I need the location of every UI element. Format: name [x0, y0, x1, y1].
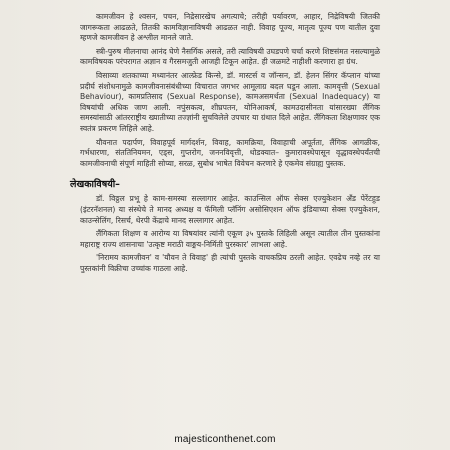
- blurb-paragraph-1: कामजीवन हे श्वसन, पचन, निद्रेसारखेच अगत्याचे; तरीही पर्यावरण, आहार, निद्रेविषयी जितकी जागरूकता आढळते, तितकी कामविज्ञानाविषयी आढळत नाही. विवाह पूज्य, मातृत्व पूज्य पण यातील दुवा म्हणजे कामजीवन हे अश्लील मानले जाते.: [80, 12, 380, 43]
- blurb-paragraph-2: स्त्री-पुरुष मीलनाचा आनंद घेणे नैसर्गिक असले, तरी त्याविषयी उघडपणे चर्चा करणे शिष्टसंमत नसल्यामुळे कामविषयक परंपरागत अज्ञान व गैरसमजुती आजही टिकून आहेत. ही जळमटे नाहीशी करणारा हा ग्रंथ.: [80, 46, 380, 67]
- author-paragraph-1: डॉ. विठ्ठल प्रभू हे काम-समस्या सल्लागार आहेत. काउन्सिल ऑफ सेक्स एज्युकेशन अँड पेरेंटहुड (इंटरनॅशनल) या संस्थेचे ते मानद अध्यक्ष व फॅमिली प्लॅनिंग असोसिएशन ऑफ इंडियाच्या सेक्स एज्युकेशन, काउन्सेलिंग, रिसर्च, थेरपी केंद्राचे मानद सल्लागार आहेत.: [80, 194, 380, 225]
- blurb-paragraph-3: विसाव्या शतकाच्या मध्यानंतर आल्फ्रेड किन्से, डॉ. मास्टर्स व जॉन्सन, डॉ. हेलन सिंगर कॅप्लान यांच्या प्रदीर्घ संशोधनामुळे कामजीवनासंबंधीच्या विचारात जगभर आमूलाग्र बदल घडून आला. कामवृत्ती (Sexual Behaviour), कामप्रतिसाद (Sexual Response), कामअसमर्थता (Sexual Inadequacy) या विषयांची अधिक जाण आली. नपुंसकत्व, शीघ्रपतन, योनिआकर्ष, कामउदासीनता यांसारख्या लैंगिक समस्यांसाठी आंतरराष्ट्रीय ख्यातीच्या तज्ज्ञांनी सुचविलेले उपचार या ग्रंथात दिले आहेत. लैंगिकता शिक्षणावर एक स्वतंत्र प्रकरण लिहिले आहे.: [80, 70, 380, 133]
- author-paragraph-2: लैंगिकता शिक्षण व आरोग्य या विषयांवर त्यांनी एकूण ३५ पुस्तके लिहिली असून त्यातील तीन पुस्तकांना महाराष्ट्र राज्य शासनाचा 'उत्कृष्ट मराठी वाङ्मय-निर्मिती पुरस्कार' लाभला आहे.: [80, 229, 380, 249]
- blurb-paragraph-4: यौवनात पदार्पण, विवाहपूर्व मार्गदर्शन, विवाह, कामक्रिया, विवाहाची अपूर्तता, लैंगिक आगळीक, गर्भधारणा, संततिनियमन, एड्स, गुप्तरोग, जननविवृत्ती, थोडक्यात– कुमारावस्थेपासून वृद्धावस्थेपर्यंतची कामजीवनाची संपूर्ण माहिती सोप्या, सरळ, सुबोध भाषेत विवेचन करणारे हे एकमेव संग्राह्य पुस्तक.: [80, 137, 380, 168]
- author-section-heading: लेखकाविषयी–: [70, 179, 120, 191]
- site-watermark: majesticonthenet.com: [174, 434, 276, 445]
- blurb-text-block: [70, 12, 380, 277]
- author-paragraph-3: 'निरामय कामजीवन' व 'यौवन ते विवाह' ही त्यांची पुस्तके वाचकप्रिय ठरली आहेत. एवढेच नव्हे तर या पुस्तकांनी विक्रीचा उच्चांक गाठला आहे.: [80, 253, 380, 273]
